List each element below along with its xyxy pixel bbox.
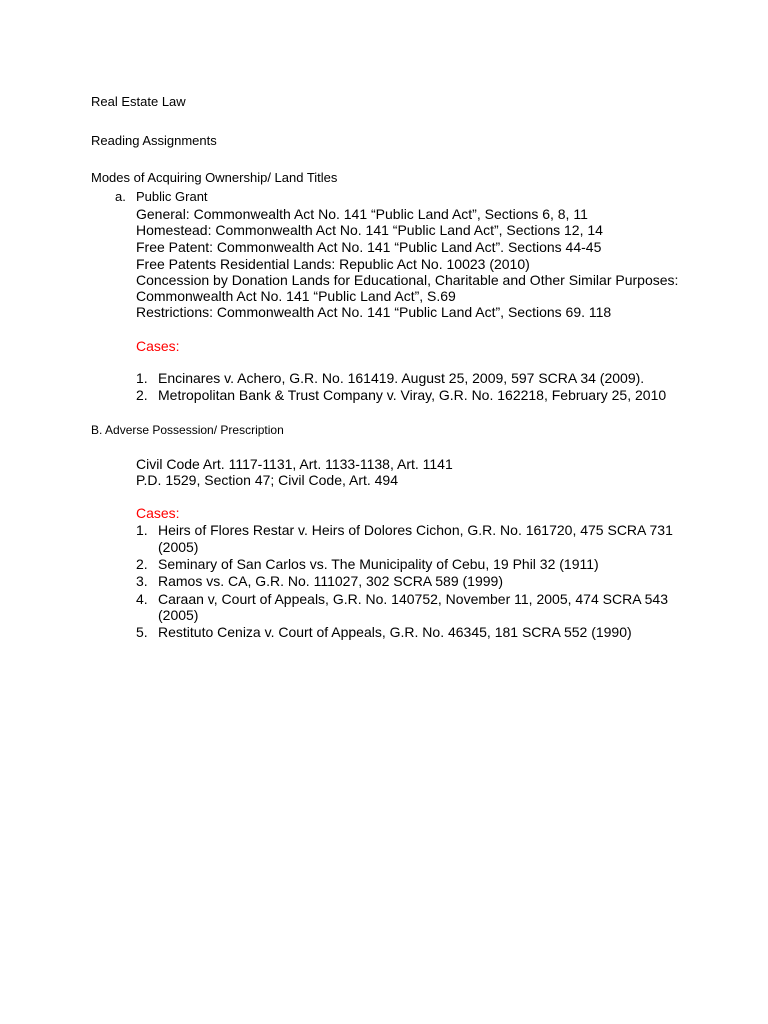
case-number: 1. bbox=[136, 522, 148, 538]
case-citation: Seminary of San Carlos vs. The Municipality of Cebu, 19 Phil 32 (1911) bbox=[158, 556, 599, 572]
public-grant-line: Commonwealth Act No. 141 “Public Land Act”, S.69 bbox=[136, 288, 456, 304]
case-citation-continued: (2005) bbox=[158, 607, 199, 623]
public-grant-line: Homestead: Commonwealth Act No. 141 “Public Land Act”, Sections 12, 14 bbox=[136, 222, 603, 238]
prescription-line: P.D. 1529, Section 47; Civil Code, Art. 494 bbox=[136, 472, 399, 488]
public-grant-line: General: Commonwealth Act No. 141 “Public Land Act”, Sections 6, 8, 11 bbox=[136, 206, 588, 222]
public-grant-line: Concession by Donation Lands for Educational, Charitable and Other Similar Purposes: bbox=[136, 272, 679, 288]
case-number: 2. bbox=[136, 556, 148, 572]
document-subtitle: Reading Assignments bbox=[91, 133, 217, 148]
section-heading: Modes of Acquiring Ownership/ Land Titles bbox=[91, 170, 338, 185]
case-citation: Metropolitan Bank & Trust Company v. Viray, G.R. No. 162218, February 25, 2010 bbox=[158, 387, 667, 403]
section-b-heading: B. Adverse Possession/ Prescription bbox=[91, 423, 284, 437]
case-number: 5. bbox=[136, 624, 148, 640]
case-citation: Restituto Ceniza v. Court of Appeals, G.R. No. 46345, 181 SCRA 552 (1990) bbox=[158, 624, 632, 640]
cases-label: Cases: bbox=[136, 505, 180, 521]
prescription-line: Civil Code Art. 1117-1131, Art. 1133-1138, Art. 1141 bbox=[136, 456, 453, 472]
case-citation: Ramos vs. CA, G.R. No. 111027, 302 SCRA 589 (1999) bbox=[158, 573, 503, 589]
case-number: 1. bbox=[136, 370, 148, 386]
list-marker-a: a. bbox=[115, 189, 126, 204]
public-grant-label: Public Grant bbox=[136, 189, 208, 204]
public-grant-line: Restrictions: Commonwealth Act No. 141 “Public Land Act”, Sections 69. 118 bbox=[136, 304, 612, 320]
case-citation: Encinares v. Achero, G.R. No. 161419. August 25, 2009, 597 SCRA 34 (2009). bbox=[158, 370, 645, 386]
case-citation: Caraan v, Court of Appeals, G.R. No. 140752, November 11, 2005, 474 SCRA 543 bbox=[158, 591, 669, 607]
case-citation-continued: (2005) bbox=[158, 539, 199, 555]
case-citation: Heirs of Flores Restar v. Heirs of Dolores Cichon, G.R. No. 161720, 475 SCRA 731 bbox=[158, 522, 673, 538]
case-number: 4. bbox=[136, 591, 148, 607]
public-grant-line: Free Patent: Commonwealth Act No. 141 “Public Land Act”. Sections 44-45 bbox=[136, 239, 602, 255]
case-number: 3. bbox=[136, 573, 148, 589]
public-grant-line: Free Patents Residential Lands: Republic Act No. 10023 (2010) bbox=[136, 256, 530, 272]
cases-label: Cases: bbox=[136, 338, 180, 354]
case-number: 2. bbox=[136, 387, 148, 403]
document-title: Real Estate Law bbox=[91, 94, 186, 109]
